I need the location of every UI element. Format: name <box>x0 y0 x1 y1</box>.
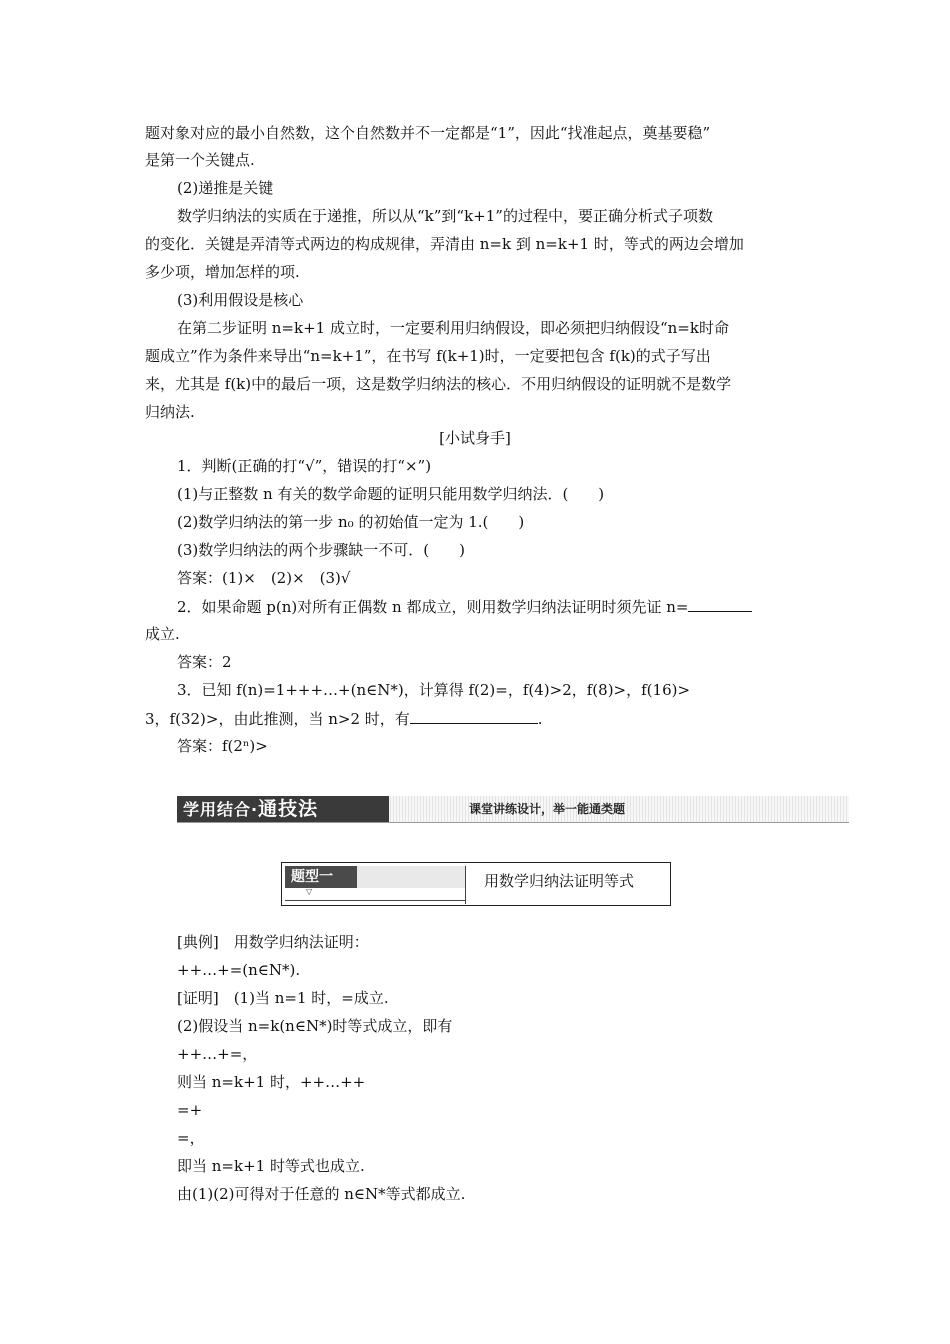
intro-line-2: 是第一个关键点. <box>145 151 255 169</box>
question-1: 1．判断(正确的打“√”，错误的打“×”) <box>177 457 432 475</box>
question-1-item-3: (3)数学归纳法的两个步骤缺一不可．( ) <box>177 541 465 559</box>
answer-1: 答案：(1)× (2)× (3)√ <box>177 569 351 587</box>
example-line-9: 即当 n=k+1 时等式也成立. <box>177 1157 365 1175</box>
banner-title-a: 学用结合· <box>183 800 259 819</box>
banner-subtitle: 课堂讲练设计，举一能通类题 <box>469 802 626 816</box>
section-banner <box>177 796 849 824</box>
example-line-3: [证明] (1)当 n=1 时，=成立. <box>177 989 389 1007</box>
answer-3: 答案：f(2ⁿ)> <box>177 737 268 755</box>
example-line-1: [典例] 用数学归纳法证明： <box>177 933 369 951</box>
example-line-8: =， <box>177 1129 205 1147</box>
question-2-line-2: 成立. <box>145 625 180 643</box>
type-underline <box>285 900 465 901</box>
paragraph-2-line-2: 的变化．关键是弄清等式两边的构成规律，弄清由 n=k 到 n=k+1 时，等式的两边会增加 <box>145 235 744 253</box>
paragraph-3-line-2: 题成立”作为条件来导出“n=k+1”，在书写 f(k+1)时，一定要把包含 f(k)的式子写出 <box>145 347 711 365</box>
paragraph-3-line-4: 归纳法. <box>145 403 195 421</box>
intro-line-1: 题对象对应的最小自然数，这个自然数并不一定都是“1”，因此“找准起点，奠基要稳” <box>145 124 711 142</box>
answer-blank <box>688 596 752 612</box>
practice-heading: [小试身手] <box>439 429 511 447</box>
paragraph-2-line-3: 多少项，增加怎样的项. <box>145 263 300 281</box>
example-line-10: 由(1)(2)可得对于任意的 n∈N*等式都成立. <box>177 1185 466 1203</box>
question-3-text: 3，f(32)>，由此推测，当 n>2 时，有 <box>145 710 410 728</box>
type-label: 题型一 <box>291 869 333 885</box>
banner-title-b: 通技法 <box>258 798 319 820</box>
example-line-7: =+ <box>177 1101 203 1119</box>
question-1-item-2: (2)数学归纳法的第一步 n₀ 的初始值一定为 1.( ) <box>177 513 525 531</box>
question-3-end: . <box>537 710 543 728</box>
paragraph-2-line-1: 数学归纳法的实质在于递推，所以从“k”到“k+1”的过程中，要正确分析式子项数 <box>177 207 713 225</box>
type-tab <box>285 866 465 888</box>
question-1-item-1: (1)与正整数 n 有关的数学命题的证明只能用数学归纳法．( ) <box>177 485 605 503</box>
example-line-4: (2)假设当 n=k(n∈N*)时等式成立，即有 <box>177 1017 453 1035</box>
paragraph-3-line-3: 来，尤其是 f(k)中的最后一项，这是数学归纳法的核心．不用归纳假设的证明就不是数学 <box>145 375 732 393</box>
type-title: 用数学归纳法证明等式 <box>484 872 635 890</box>
subheading-2: (2)递推是关键 <box>177 179 274 197</box>
banner-rule <box>177 822 849 823</box>
paragraph-3-line-1: 在第二步证明 n=k+1 成立时，一定要利用归纳假设，即必须把归纳假设“n=k时命 <box>177 319 729 337</box>
answer-blank <box>410 708 538 724</box>
question-2-text: 2．如果命题 p(n)对所有正偶数 n 都成立，则用数学归纳法证明时须先证 n= <box>177 598 689 616</box>
question-3-line-1: 3．已知 f(n)=1+++…+(n∈N*)，计算得 f(2)=，f(4)>2，f(8)>，f(16)> <box>177 681 691 699</box>
example-line-5: ++…+=， <box>177 1045 258 1063</box>
question-3-line-2 <box>145 708 543 729</box>
type-heading-box <box>281 862 671 906</box>
example-line-2: ++…+=(n∈N*). <box>177 961 301 979</box>
example-line-6: 则当 n=k+1 时，++…++ <box>177 1073 366 1091</box>
answer-2: 答案：2 <box>177 653 232 671</box>
question-2-line-1 <box>177 596 752 617</box>
subheading-3: (3)利用假设是核心 <box>177 291 304 309</box>
down-arrow-icon: ▽ <box>306 887 313 896</box>
banner-title <box>177 796 389 822</box>
type-divider <box>465 866 466 904</box>
